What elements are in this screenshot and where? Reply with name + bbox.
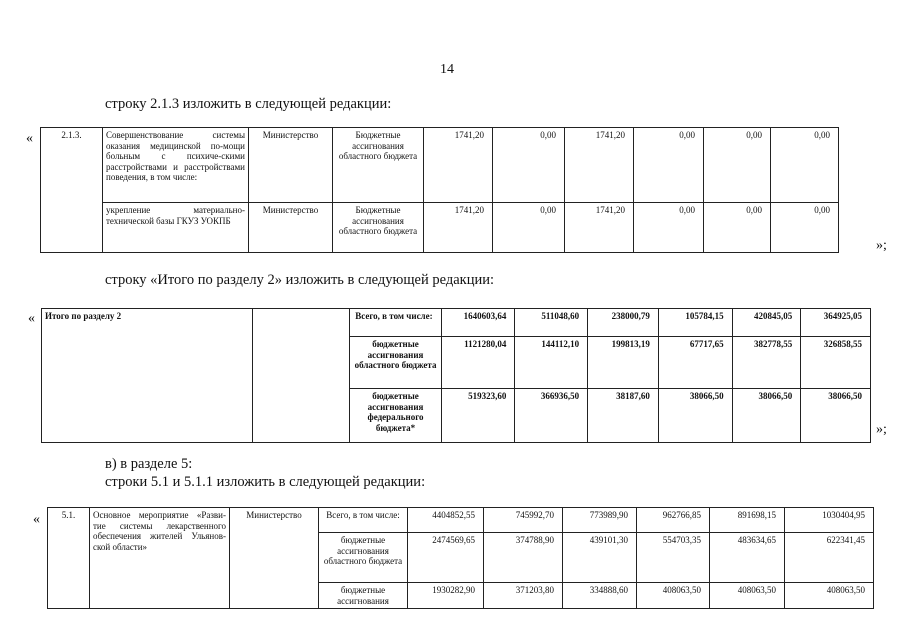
table-row (41, 203, 905, 253)
value-year-5: 0,00 (771, 203, 839, 253)
value-year-5: 622341,45 (785, 533, 874, 583)
value-year-5: 38066,50 (801, 389, 871, 443)
value-year-2: 199813,19 (588, 337, 659, 389)
table-spacer (839, 128, 905, 203)
value-total: 2474569,65 (408, 533, 484, 583)
value-year-4: 0,00 (704, 203, 771, 253)
value-year-2: 38187,60 (588, 389, 659, 443)
funding-source: бюджетные ассигнования федерального бюджета* (350, 389, 441, 443)
value-year-4: 38066,50 (732, 389, 801, 443)
value-total: 519323,60 (441, 389, 515, 443)
table-rows-5-1 (47, 507, 874, 609)
funding-source: Всего, в том числе: (350, 309, 441, 337)
value-year-2: 238000,79 (588, 309, 659, 337)
row-number: 5.1. (48, 508, 90, 609)
closing-quote: »; (876, 238, 887, 253)
funding-source: Всего, в том числе: (319, 508, 408, 533)
value-year-5: 0,00 (771, 128, 839, 203)
value-total: 1741,20 (424, 203, 493, 253)
instruction-rows-5-1: строки 5.1 и 5.1.1 изложить в следующей редакции: (105, 474, 426, 490)
value-year-1: 374788,90 (484, 533, 563, 583)
value-year-1: 745992,70 (484, 508, 563, 533)
instruction-section-5: в) в разделе 5: (105, 456, 193, 472)
value-year-3: 408063,50 (637, 583, 710, 609)
value-year-5: 326858,55 (801, 337, 871, 389)
value-year-3: 38066,50 (658, 389, 732, 443)
value-year-2: 1741,20 (565, 203, 634, 253)
activity-name: укрепление материально-технической базы ГКУЗ УОКПБ (103, 203, 249, 253)
value-year-3: 0,00 (634, 128, 704, 203)
executor: Министерство (249, 203, 333, 253)
value-year-1: 0,00 (493, 128, 565, 203)
value-total: 1741,20 (424, 128, 493, 203)
value-year-4: 420845,05 (732, 309, 801, 337)
table-row (41, 128, 905, 203)
row-number: 2.1.3. (41, 128, 103, 253)
value-year-3: 962766,85 (637, 508, 710, 533)
activity-name: Совершенствование системы оказания медицинской по-мощи больным с психиче-скими расстройствами и расстройствами поведения, в том числе: (103, 128, 249, 203)
value-year-3: 554703,35 (637, 533, 710, 583)
value-year-3: 105784,15 (658, 309, 732, 337)
executor: Министерство (249, 128, 333, 203)
funding-source: бюджетные ассигнования областного бюджета (350, 337, 441, 389)
opening-quote: « (28, 311, 35, 326)
value-total: 1930282,90 (408, 583, 484, 609)
value-year-4: 382778,55 (732, 337, 801, 389)
value-year-4: 0,00 (704, 128, 771, 203)
value-year-1: 366936,50 (515, 389, 588, 443)
opening-quote: « (26, 131, 33, 146)
table-row (42, 309, 871, 337)
value-total: 1121280,04 (441, 337, 515, 389)
total-title: Итого по разделу 2 (42, 309, 253, 443)
value-total: 4404852,55 (408, 508, 484, 533)
value-year-1: 371203,80 (484, 583, 563, 609)
value-total: 1640603,64 (441, 309, 515, 337)
value-year-1: 0,00 (493, 203, 565, 253)
value-year-2: 334888,60 (563, 583, 637, 609)
value-year-2: 1741,20 (565, 128, 634, 203)
funding-source: бюджетные ассигнования областного бюджета (319, 533, 408, 583)
value-year-5: 408063,50 (785, 583, 874, 609)
table-row (48, 508, 874, 533)
activity-name: Основное мероприятие «Разви-тие системы лекарственного обеспечения жителей Ульянов-ской области» (90, 508, 230, 609)
executor: Министерство (230, 508, 319, 609)
value-year-4: 891698,15 (710, 508, 785, 533)
funding-source: Бюджетные ассигнования областного бюджета (333, 203, 424, 253)
closing-quote: »; (876, 422, 887, 437)
funding-source: бюджетные ассигнования (319, 583, 408, 609)
value-year-1: 511048,60 (515, 309, 588, 337)
instruction-total-section-2: строку «Итого по разделу 2» изложить в следующей редакции: (105, 272, 495, 288)
opening-quote: « (33, 512, 40, 527)
value-year-2: 439101,30 (563, 533, 637, 583)
page-number: 14 (440, 62, 454, 77)
value-year-5: 1030404,95 (785, 508, 874, 533)
table-total-section-2 (41, 308, 871, 443)
value-year-4: 483634,65 (710, 533, 785, 583)
funding-source: Бюджетные ассигнования областного бюджета (333, 128, 424, 203)
value-year-3: 67717,65 (658, 337, 732, 389)
table-row-2-1-3 (40, 127, 905, 253)
value-year-1: 144112,10 (515, 337, 588, 389)
value-year-3: 0,00 (634, 203, 704, 253)
value-year-2: 773989,90 (563, 508, 637, 533)
value-year-4: 408063,50 (710, 583, 785, 609)
value-year-5: 364925,05 (801, 309, 871, 337)
table-spacer (839, 203, 905, 253)
empty-executor-cell (253, 309, 350, 443)
instruction-row-2-1-3: строку 2.1.3 изложить в следующей редакции: (105, 96, 392, 112)
